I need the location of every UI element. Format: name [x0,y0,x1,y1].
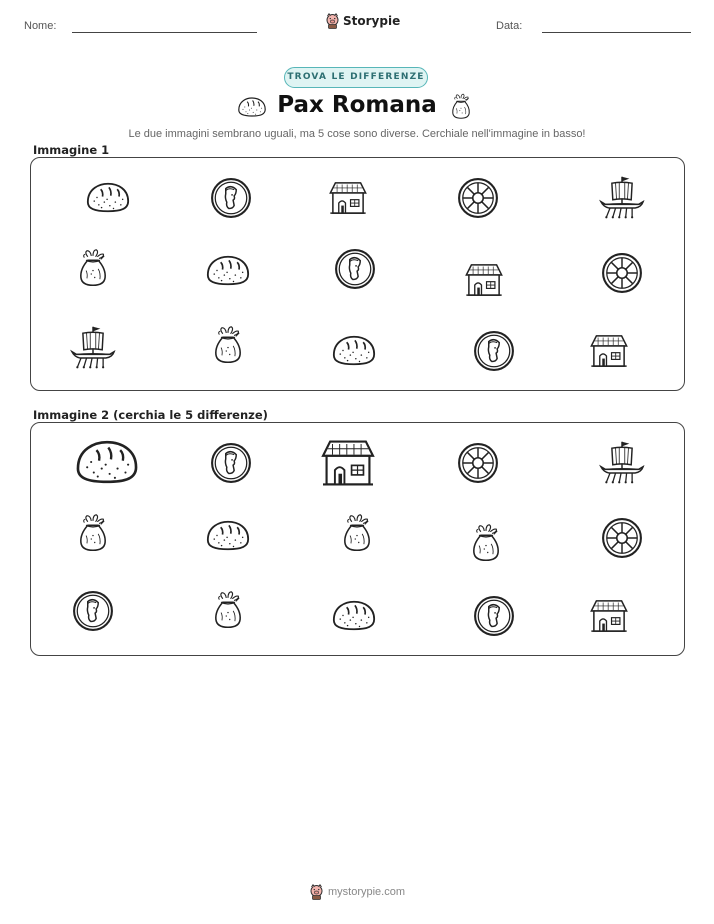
grain-sack-icon [209,325,247,365]
date-label: Data: [496,20,523,32]
pig-mascot-icon [309,884,324,900]
pig-mascot-icon [325,13,340,29]
brand-name: Storypie [343,14,401,28]
panel-image-2 [30,422,685,656]
house-icon [588,333,630,369]
brand-logo [325,13,400,29]
name-label: Nome: [24,20,57,32]
bread-icon [74,438,140,486]
footer-url[interactable]: mystorypie.com [327,886,406,898]
coin-icon [473,330,515,372]
wheel-icon [457,442,499,484]
wheel-icon [601,517,643,559]
grain-sack-icon [448,93,474,120]
bread-icon [85,181,131,214]
grain-sack-icon [209,590,247,630]
footer [0,884,714,900]
ship-icon [598,174,646,220]
grain-sack-icon [74,248,112,288]
house-icon [463,262,505,298]
grain-sack-icon [467,523,505,563]
bread-icon [331,334,377,367]
panel-1-label: Immagine 1 [33,143,110,157]
bread-icon [205,254,251,287]
coin-icon [334,248,376,290]
activity-badge: TROVA LE DIFFERENZE [284,67,428,88]
grain-sack-icon [338,513,376,553]
coin-icon [473,595,515,637]
coin-icon [72,590,114,632]
bread-icon [331,599,377,632]
grain-sack-icon [74,513,112,553]
house-icon [588,598,630,634]
ship-icon [598,439,646,485]
coin-icon [210,442,252,484]
wheel-icon [601,252,643,294]
wheel-icon [457,177,499,219]
page-title: Pax Romana [277,92,437,118]
name-line[interactable] [72,32,257,33]
ship-icon [69,324,117,370]
panel-image-1 [30,157,685,391]
house-icon [327,180,369,216]
coin-icon [210,177,252,219]
date-line[interactable] [542,32,691,33]
instructions: Le due immagini sembrano uguali, ma 5 cose sono diverse. Cerchiale nell'immagine in basso! [128,128,586,140]
bread-icon [205,519,251,552]
panel-2-label: Immagine 2 (cerchia le 5 differenze) [33,408,268,422]
house-icon [317,438,379,488]
